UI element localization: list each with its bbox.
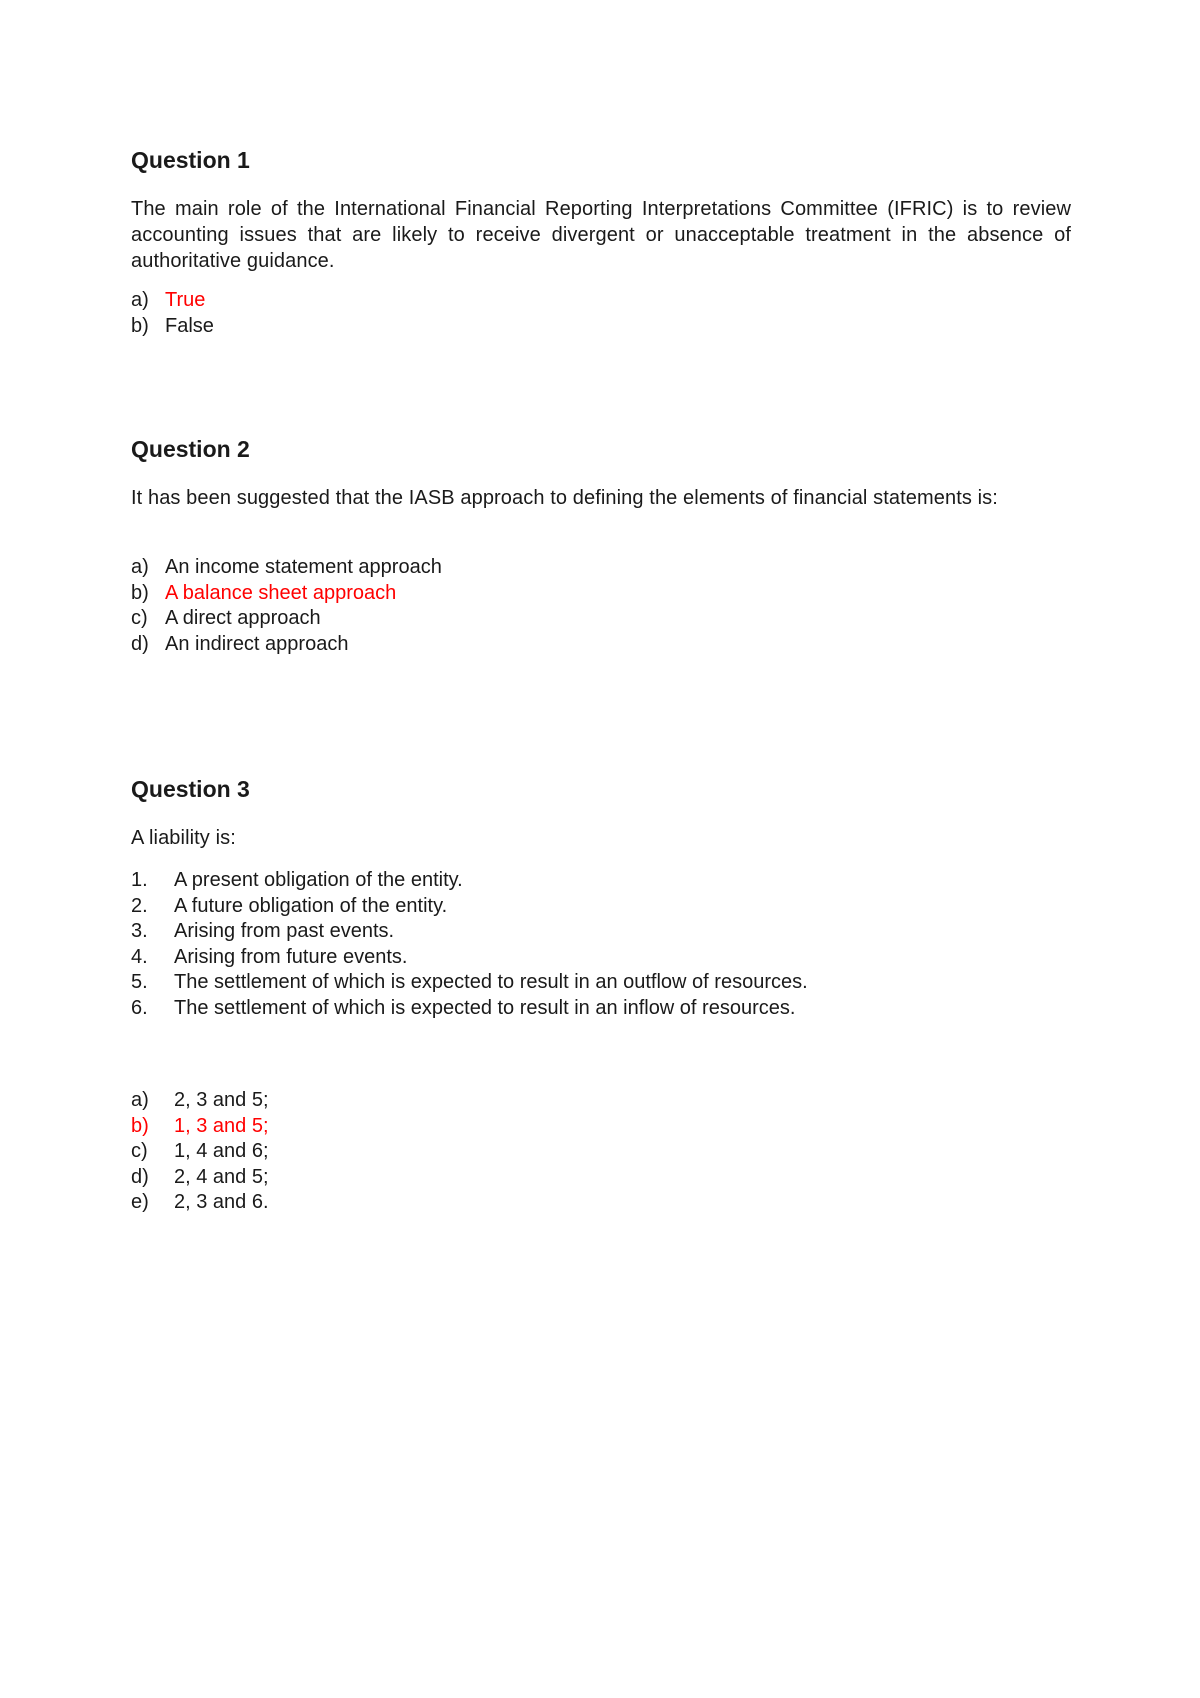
- statement-text: A present obligation of the entity.: [174, 869, 463, 891]
- statement-3: [131, 919, 808, 945]
- option-marker: c): [131, 1140, 148, 1163]
- option-marker: a): [131, 556, 149, 578]
- statement-1: [131, 868, 808, 894]
- statement-marker: 1.: [131, 869, 148, 891]
- option-marker: a): [131, 1089, 149, 1111]
- option-text: An income statement approach: [165, 556, 442, 578]
- answer-options: [131, 288, 214, 339]
- question-title: Question 3: [131, 776, 250, 802]
- statement-marker: 6.: [131, 996, 148, 1019]
- question-text: A liability is:: [131, 827, 236, 849]
- statement-marker: 3.: [131, 920, 148, 943]
- statement-list: [131, 868, 808, 1022]
- option-text-correct: A balance sheet approach: [165, 581, 397, 604]
- option-text: False: [165, 314, 214, 337]
- option-d: [131, 1165, 269, 1191]
- option-marker: e): [131, 1191, 149, 1214]
- option-text-correct: True: [165, 289, 206, 311]
- option-marker: b): [131, 581, 149, 604]
- option-text: 2, 4 and 5;: [174, 1165, 269, 1188]
- option-c: [131, 606, 442, 632]
- statement-marker: 2.: [131, 894, 148, 917]
- option-marker: b): [131, 1114, 149, 1137]
- option-marker: b): [131, 314, 149, 337]
- question-title: Question 2: [131, 436, 250, 462]
- statement-text: The settlement of which is expected to result in an inflow of resources.: [174, 996, 796, 1019]
- option-b: [131, 581, 442, 607]
- statement-text: Arising from future events.: [174, 945, 408, 968]
- option-a: [131, 1088, 269, 1114]
- option-marker: a): [131, 289, 149, 311]
- option-text: 1, 4 and 6;: [174, 1140, 269, 1163]
- option-text: 2, 3 and 6.: [174, 1191, 269, 1214]
- option-text: An indirect approach: [165, 632, 349, 655]
- answer-options: [131, 1088, 269, 1216]
- option-marker: c): [131, 607, 148, 630]
- option-marker: d): [131, 1165, 149, 1188]
- statement-text: The settlement of which is expected to result in an outflow of resources.: [174, 971, 808, 994]
- option-b: [131, 314, 214, 340]
- statement-2: [131, 894, 808, 920]
- option-text: 2, 3 and 5;: [174, 1089, 269, 1111]
- statement-text: A future obligation of the entity.: [174, 894, 448, 917]
- statement-6: [131, 996, 808, 1022]
- question-text: It has been suggested that the IASB approach to defining the elements of financial statements is:: [131, 487, 998, 509]
- option-marker: d): [131, 632, 149, 655]
- option-a: [131, 288, 214, 314]
- statement-marker: 4.: [131, 945, 148, 968]
- option-d: [131, 632, 442, 658]
- statement-4: [131, 945, 808, 971]
- statement-5: [131, 970, 808, 996]
- option-a: [131, 555, 442, 581]
- option-text-correct: 1, 3 and 5;: [174, 1114, 269, 1137]
- statement-text: Arising from past events.: [174, 920, 395, 943]
- option-b: [131, 1114, 269, 1140]
- option-e: [131, 1190, 269, 1216]
- question-title: Question 1: [131, 147, 250, 173]
- option-text: A direct approach: [165, 607, 321, 630]
- statement-marker: 5.: [131, 971, 148, 994]
- answer-options: [131, 555, 442, 657]
- question-text: The main role of the International Financial Reporting Interpretations Committee (IFRIC) is to review accounting issues that are likely to receive divergent or unacceptable treatment in the absence of authoritative guidance.: [131, 198, 1071, 272]
- option-c: [131, 1139, 269, 1165]
